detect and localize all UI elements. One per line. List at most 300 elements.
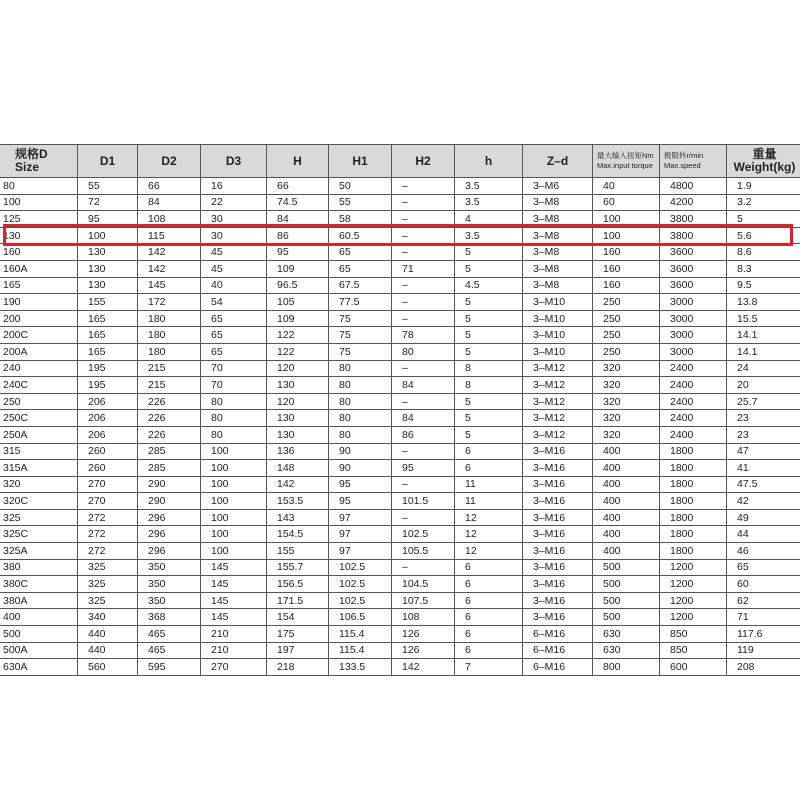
table-row <box>0 294 800 311</box>
cell-zd: 3–M10 <box>523 310 593 327</box>
cell-speed: 3000 <box>660 343 727 360</box>
cell-h2: – <box>392 443 455 460</box>
cell-h: 154.5 <box>267 526 329 543</box>
cell-h-small: 5 <box>455 410 523 427</box>
cell-size: 250 <box>0 393 78 410</box>
cell-weight: 20 <box>727 377 800 394</box>
cell-d2: 108 <box>138 211 201 228</box>
cell-d2: 296 <box>138 526 201 543</box>
cell-size: 320C <box>0 493 78 510</box>
cell-d1: 206 <box>78 393 138 410</box>
cell-d2: 290 <box>138 476 201 493</box>
cell-speed: 3800 <box>660 227 727 244</box>
cell-h-small: 5 <box>455 327 523 344</box>
table-row <box>0 576 800 593</box>
cell-d1: 206 <box>78 426 138 443</box>
table-row <box>0 393 800 410</box>
cell-zd: 3–M16 <box>523 493 593 510</box>
cell-d3: 80 <box>201 393 267 410</box>
cell-h: 120 <box>267 393 329 410</box>
cell-size: 320 <box>0 476 78 493</box>
cell-h2: 104.5 <box>392 576 455 593</box>
cell-h-small: 3.5 <box>455 194 523 211</box>
table-body <box>0 178 800 676</box>
header-weight-cn: 重量 <box>752 147 777 161</box>
cell-d1: 165 <box>78 343 138 360</box>
cell-zd: 3–M10 <box>523 327 593 344</box>
cell-d2: 368 <box>138 609 201 626</box>
table-row <box>0 609 800 626</box>
header-size-en: Size <box>15 160 40 174</box>
cell-d2: 180 <box>138 310 201 327</box>
cell-d2: 285 <box>138 443 201 460</box>
spec-sheet <box>0 144 800 676</box>
cell-speed: 1200 <box>660 609 727 626</box>
cell-size: 80 <box>0 178 78 195</box>
cell-h-small: 4.5 <box>455 277 523 294</box>
cell-h2: 105.5 <box>392 543 455 560</box>
cell-d1: 270 <box>78 493 138 510</box>
cell-zd: 3–M16 <box>523 526 593 543</box>
cell-h2: 80 <box>392 343 455 360</box>
cell-h-small: 7 <box>455 659 523 676</box>
cell-weight: 14.1 <box>727 327 800 344</box>
header-h2: H2 <box>392 145 455 178</box>
cell-h: 155.7 <box>267 559 329 576</box>
cell-d3: 210 <box>201 642 267 659</box>
cell-h: 175 <box>267 626 329 643</box>
cell-h1: 50 <box>329 178 392 195</box>
cell-h: 86 <box>267 227 329 244</box>
cell-h-small: 3.5 <box>455 178 523 195</box>
cell-zd: 3–M8 <box>523 260 593 277</box>
cell-d2: 142 <box>138 260 201 277</box>
cell-speed: 1800 <box>660 460 727 477</box>
table-row <box>0 659 800 676</box>
table-row <box>0 493 800 510</box>
cell-weight: 71 <box>727 609 800 626</box>
cell-size: 125 <box>0 211 78 228</box>
cell-d3: 45 <box>201 244 267 261</box>
cell-h: 66 <box>267 178 329 195</box>
cell-h-small: 5 <box>455 260 523 277</box>
cell-torque: 160 <box>593 260 660 277</box>
table-row <box>0 559 800 576</box>
table-row <box>0 526 800 543</box>
cell-zd: 3–M10 <box>523 294 593 311</box>
cell-speed: 2400 <box>660 410 727 427</box>
cell-weight: 5 <box>727 211 800 228</box>
cell-h2: 78 <box>392 327 455 344</box>
cell-h-small: 6 <box>455 460 523 477</box>
cell-d3: 16 <box>201 178 267 195</box>
cell-torque: 400 <box>593 493 660 510</box>
cell-d3: 100 <box>201 543 267 560</box>
header-weight-en: Weight(kg) <box>733 160 796 174</box>
cell-torque: 320 <box>593 360 660 377</box>
cell-d2: 172 <box>138 294 201 311</box>
cell-d1: 340 <box>78 609 138 626</box>
cell-zd: 6–M16 <box>523 626 593 643</box>
cell-d3: 65 <box>201 310 267 327</box>
cell-d2: 465 <box>138 626 201 643</box>
cell-h: 105 <box>267 294 329 311</box>
cell-h1: 58 <box>329 211 392 228</box>
cell-size: 240C <box>0 377 78 394</box>
cell-h2: 101.5 <box>392 493 455 510</box>
cell-weight: 47 <box>727 443 800 460</box>
cell-h: 136 <box>267 443 329 460</box>
cell-h: 154 <box>267 609 329 626</box>
cell-weight: 3.2 <box>727 194 800 211</box>
cell-d2: 226 <box>138 393 201 410</box>
cell-zd: 3–M16 <box>523 443 593 460</box>
cell-speed: 4200 <box>660 194 727 211</box>
cell-h1: 75 <box>329 343 392 360</box>
cell-h2: – <box>392 294 455 311</box>
cell-weight: 5.6 <box>727 227 800 244</box>
cell-speed: 1800 <box>660 509 727 526</box>
header-size-cn: 规格D <box>15 147 48 161</box>
cell-zd: 3–M8 <box>523 244 593 261</box>
table-row <box>0 211 800 228</box>
table-row <box>0 443 800 460</box>
cell-h: 122 <box>267 343 329 360</box>
cell-d3: 100 <box>201 460 267 477</box>
cell-weight: 49 <box>727 509 800 526</box>
cell-d1: 440 <box>78 642 138 659</box>
header-torque-en: Max.input torque <box>597 161 653 170</box>
cell-speed: 3800 <box>660 211 727 228</box>
cell-h2: 102.5 <box>392 526 455 543</box>
cell-zd: 3–M8 <box>523 227 593 244</box>
cell-h1: 67.5 <box>329 277 392 294</box>
table-row <box>0 509 800 526</box>
header-d2: D2 <box>138 145 201 178</box>
cell-torque: 250 <box>593 310 660 327</box>
header-speed-en: Max.speed <box>664 161 701 170</box>
header-h-small: h <box>455 145 523 178</box>
cell-h-small: 6 <box>455 642 523 659</box>
cell-d1: 440 <box>78 626 138 643</box>
cell-h1: 90 <box>329 443 392 460</box>
cell-h: 148 <box>267 460 329 477</box>
cell-d1: 130 <box>78 277 138 294</box>
cell-d3: 100 <box>201 476 267 493</box>
table-row <box>0 227 800 244</box>
cell-h2: 71 <box>392 260 455 277</box>
cell-h-small: 6 <box>455 443 523 460</box>
cell-d2: 215 <box>138 377 201 394</box>
cell-weight: 24 <box>727 360 800 377</box>
cell-h2: – <box>392 509 455 526</box>
cell-h2: 84 <box>392 377 455 394</box>
cell-h-small: 11 <box>455 476 523 493</box>
cell-h1: 65 <box>329 260 392 277</box>
cell-h: 218 <box>267 659 329 676</box>
cell-size: 190 <box>0 294 78 311</box>
cell-speed: 850 <box>660 642 727 659</box>
cell-size: 200C <box>0 327 78 344</box>
cell-d2: 285 <box>138 460 201 477</box>
cell-d2: 296 <box>138 543 201 560</box>
cell-speed: 1800 <box>660 443 727 460</box>
cell-h-small: 6 <box>455 626 523 643</box>
cell-h1: 60.5 <box>329 227 392 244</box>
header-weight <box>727 145 800 178</box>
cell-d3: 145 <box>201 609 267 626</box>
cell-speed: 3600 <box>660 277 727 294</box>
cell-zd: 3–M16 <box>523 509 593 526</box>
header-speed <box>660 145 727 178</box>
cell-zd: 3–M12 <box>523 393 593 410</box>
cell-speed: 600 <box>660 659 727 676</box>
cell-d3: 100 <box>201 509 267 526</box>
cell-d2: 290 <box>138 493 201 510</box>
cell-h2: – <box>392 393 455 410</box>
cell-d1: 195 <box>78 377 138 394</box>
cell-d2: 66 <box>138 178 201 195</box>
cell-torque: 40 <box>593 178 660 195</box>
cell-d1: 560 <box>78 659 138 676</box>
cell-d2: 350 <box>138 592 201 609</box>
cell-torque: 500 <box>593 559 660 576</box>
cell-torque: 320 <box>593 426 660 443</box>
cell-h1: 102.5 <box>329 559 392 576</box>
cell-weight: 15.5 <box>727 310 800 327</box>
cell-d3: 30 <box>201 227 267 244</box>
cell-d1: 95 <box>78 211 138 228</box>
cell-speed: 1200 <box>660 559 727 576</box>
cell-d2: 465 <box>138 642 201 659</box>
cell-h1: 55 <box>329 194 392 211</box>
cell-d2: 115 <box>138 227 201 244</box>
cell-size: 325C <box>0 526 78 543</box>
cell-speed: 1800 <box>660 493 727 510</box>
cell-zd: 6–M16 <box>523 642 593 659</box>
cell-h1: 80 <box>329 410 392 427</box>
cell-h-small: 8 <box>455 360 523 377</box>
cell-weight: 41 <box>727 460 800 477</box>
cell-zd: 3–M16 <box>523 609 593 626</box>
cell-h2: – <box>392 227 455 244</box>
cell-d2: 180 <box>138 343 201 360</box>
cell-h2: 126 <box>392 626 455 643</box>
cell-h1: 106.5 <box>329 609 392 626</box>
cell-h1: 115.4 <box>329 626 392 643</box>
cell-h2: – <box>392 277 455 294</box>
cell-zd: 3–M16 <box>523 476 593 493</box>
cell-torque: 400 <box>593 526 660 543</box>
cell-h1: 97 <box>329 509 392 526</box>
cell-torque: 400 <box>593 509 660 526</box>
cell-h2: – <box>392 211 455 228</box>
cell-d3: 70 <box>201 360 267 377</box>
cell-size: 315A <box>0 460 78 477</box>
cell-h: 143 <box>267 509 329 526</box>
cell-h-small: 11 <box>455 493 523 510</box>
cell-h1: 97 <box>329 526 392 543</box>
cell-h2: – <box>392 476 455 493</box>
cell-d1: 272 <box>78 509 138 526</box>
cell-size: 325 <box>0 509 78 526</box>
cell-zd: 3–M16 <box>523 543 593 560</box>
cell-d3: 30 <box>201 211 267 228</box>
cell-d1: 72 <box>78 194 138 211</box>
cell-d1: 272 <box>78 543 138 560</box>
cell-h: 96.5 <box>267 277 329 294</box>
table-row <box>0 476 800 493</box>
cell-d2: 142 <box>138 244 201 261</box>
table-row <box>0 426 800 443</box>
cell-h-small: 12 <box>455 526 523 543</box>
table-header <box>0 145 800 178</box>
cell-h2: 108 <box>392 609 455 626</box>
cell-h: 130 <box>267 410 329 427</box>
cell-d2: 145 <box>138 277 201 294</box>
table-row <box>0 410 800 427</box>
cell-h1: 75 <box>329 310 392 327</box>
cell-size: 380 <box>0 559 78 576</box>
spec-table <box>0 144 800 676</box>
cell-d2: 350 <box>138 559 201 576</box>
cell-h-small: 6 <box>455 559 523 576</box>
cell-h1: 95 <box>329 493 392 510</box>
cell-zd: 3–M8 <box>523 211 593 228</box>
cell-size: 500 <box>0 626 78 643</box>
cell-d3: 65 <box>201 343 267 360</box>
cell-size: 100 <box>0 194 78 211</box>
cell-d3: 40 <box>201 277 267 294</box>
cell-torque: 100 <box>593 211 660 228</box>
cell-torque: 630 <box>593 626 660 643</box>
table-row <box>0 310 800 327</box>
cell-d3: 145 <box>201 592 267 609</box>
cell-h-small: 12 <box>455 509 523 526</box>
cell-torque: 60 <box>593 194 660 211</box>
cell-d1: 165 <box>78 310 138 327</box>
cell-h: 155 <box>267 543 329 560</box>
cell-torque: 400 <box>593 443 660 460</box>
cell-size: 200A <box>0 343 78 360</box>
cell-torque: 400 <box>593 460 660 477</box>
cell-torque: 100 <box>593 227 660 244</box>
cell-h: 122 <box>267 327 329 344</box>
cell-weight: 8.3 <box>727 260 800 277</box>
cell-h-small: 5 <box>455 393 523 410</box>
cell-torque: 160 <box>593 277 660 294</box>
cell-h: 74.5 <box>267 194 329 211</box>
cell-zd: 3–M6 <box>523 178 593 195</box>
table-row <box>0 244 800 261</box>
cell-d1: 155 <box>78 294 138 311</box>
cell-zd: 3–M8 <box>523 194 593 211</box>
header-zd: Z–d <box>523 145 593 178</box>
cell-h1: 77.5 <box>329 294 392 311</box>
table-row <box>0 592 800 609</box>
cell-torque: 320 <box>593 410 660 427</box>
cell-h: 156.5 <box>267 576 329 593</box>
cell-d1: 325 <box>78 559 138 576</box>
cell-h: 109 <box>267 260 329 277</box>
cell-h2: 107.5 <box>392 592 455 609</box>
cell-h2: – <box>392 310 455 327</box>
cell-d2: 226 <box>138 410 201 427</box>
cell-d3: 54 <box>201 294 267 311</box>
cell-torque: 630 <box>593 642 660 659</box>
cell-h2: 86 <box>392 426 455 443</box>
cell-zd: 3–M16 <box>523 592 593 609</box>
cell-d1: 325 <box>78 592 138 609</box>
header-speed-cn: 极限转r/min <box>664 151 704 160</box>
cell-h-small: 8 <box>455 377 523 394</box>
cell-speed: 850 <box>660 626 727 643</box>
cell-zd: 3–M16 <box>523 576 593 593</box>
cell-size: 380A <box>0 592 78 609</box>
cell-size: 165 <box>0 277 78 294</box>
cell-weight: 42 <box>727 493 800 510</box>
cell-size: 240 <box>0 360 78 377</box>
cell-weight: 23 <box>727 426 800 443</box>
header-h1: H1 <box>329 145 392 178</box>
cell-h: 120 <box>267 360 329 377</box>
cell-h1: 65 <box>329 244 392 261</box>
cell-d1: 270 <box>78 476 138 493</box>
cell-zd: 3–M10 <box>523 343 593 360</box>
cell-torque: 250 <box>593 327 660 344</box>
cell-h2: – <box>392 178 455 195</box>
cell-h1: 97 <box>329 543 392 560</box>
cell-h2: 95 <box>392 460 455 477</box>
cell-speed: 3600 <box>660 260 727 277</box>
table-row <box>0 327 800 344</box>
cell-d1: 260 <box>78 460 138 477</box>
cell-h1: 90 <box>329 460 392 477</box>
cell-size: 160 <box>0 244 78 261</box>
cell-h1: 75 <box>329 327 392 344</box>
cell-d3: 45 <box>201 260 267 277</box>
cell-speed: 3600 <box>660 244 727 261</box>
cell-weight: 44 <box>727 526 800 543</box>
cell-zd: 3–M16 <box>523 460 593 477</box>
cell-d2: 350 <box>138 576 201 593</box>
table-row <box>0 194 800 211</box>
cell-h1: 80 <box>329 360 392 377</box>
cell-h-small: 6 <box>455 576 523 593</box>
cell-h2: – <box>392 360 455 377</box>
cell-size: 380C <box>0 576 78 593</box>
cell-zd: 3–M16 <box>523 559 593 576</box>
cell-torque: 800 <box>593 659 660 676</box>
cell-size: 250C <box>0 410 78 427</box>
cell-d3: 210 <box>201 626 267 643</box>
cell-h: 84 <box>267 211 329 228</box>
cell-d3: 100 <box>201 493 267 510</box>
cell-h2: 142 <box>392 659 455 676</box>
cell-d1: 272 <box>78 526 138 543</box>
cell-weight: 13.8 <box>727 294 800 311</box>
header-torque-cn: 最大输入扭矩Nm <box>597 151 654 160</box>
cell-h: 142 <box>267 476 329 493</box>
cell-weight: 47.5 <box>727 476 800 493</box>
cell-h-small: 12 <box>455 543 523 560</box>
table-row <box>0 260 800 277</box>
cell-weight: 208 <box>727 659 800 676</box>
cell-weight: 117.6 <box>727 626 800 643</box>
cell-d1: 130 <box>78 260 138 277</box>
table-row <box>0 277 800 294</box>
cell-h: 171.5 <box>267 592 329 609</box>
